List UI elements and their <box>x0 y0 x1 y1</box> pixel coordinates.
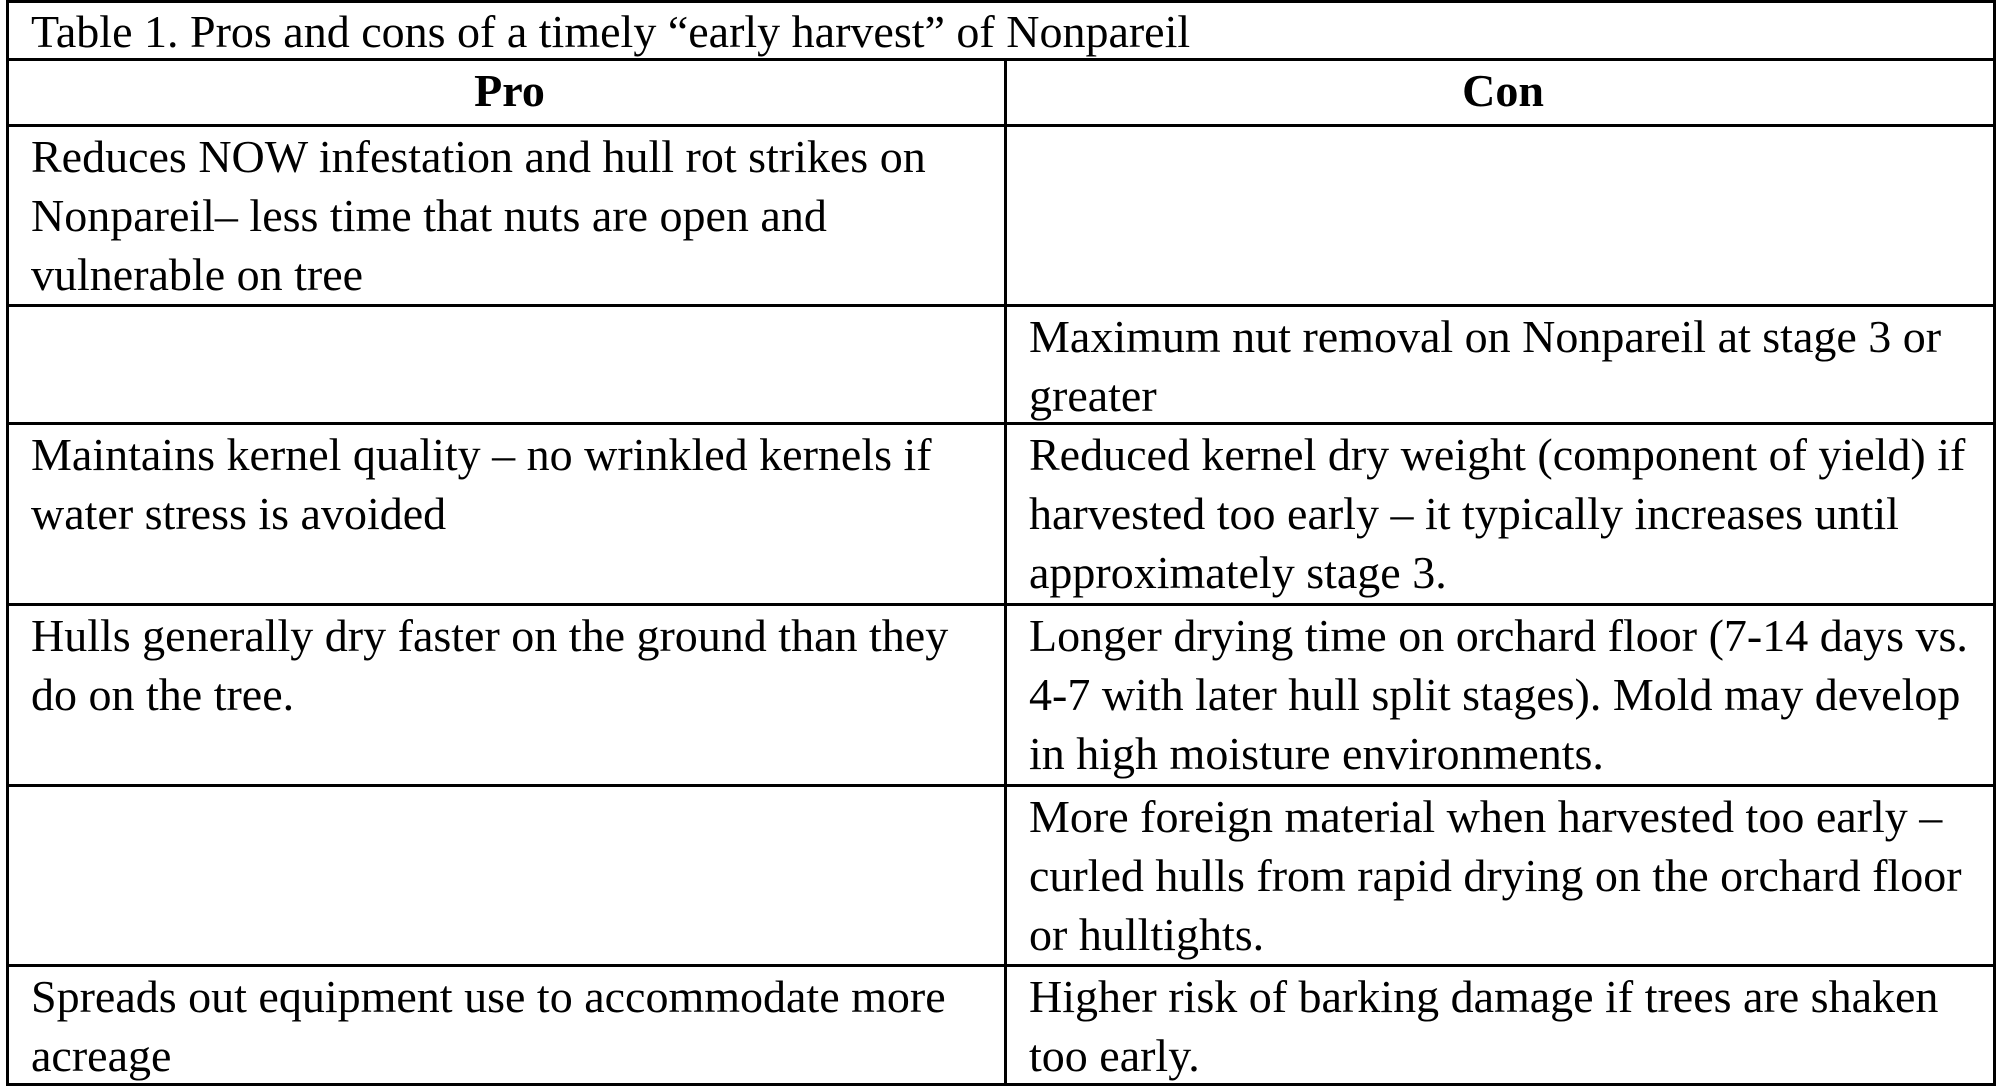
con-cell: Maximum nut removal on Nonpareil at stage 3 or greater <box>1029 311 1942 421</box>
con-cell: More foreign material when harvested too early – curled hulls from rapid drying on the orchard floor or hulltights. <box>1029 791 1962 960</box>
table-caption: Table 1. Pros and cons of a timely “early harvest” of Nonpareil <box>9 3 1993 61</box>
pros-cons-table <box>6 0 1996 1086</box>
con-cell <box>1007 127 1993 304</box>
pro-cell: Spreads out equipment use to accommodate more acreage <box>9 967 1007 1083</box>
table-row <box>9 425 1993 606</box>
table-row <box>9 307 1993 425</box>
con-cell: Longer drying time on orchard floor (7-14 days vs. 4-7 with later hull split stages). Mold may develop in high moisture environments. <box>1029 610 1968 779</box>
pro-cell <box>9 787 1007 964</box>
table-row <box>9 967 1993 1083</box>
table-row <box>9 787 1993 967</box>
table-row <box>9 606 1993 787</box>
table-header-row <box>9 61 1993 127</box>
table-row <box>9 127 1993 307</box>
con-cell: Reduced kernel dry weight (component of yield) if harvested too early – it typically increases until approximately stage 3. <box>1029 429 1966 598</box>
con-cell: Higher risk of barking damage if trees are shaken too early. <box>1029 971 1939 1081</box>
pro-cell <box>9 307 1007 422</box>
pro-cell: Reduces NOW infestation and hull rot strikes on Nonpareil– less time that nuts are open and vulnerable on tree <box>9 127 1007 304</box>
pro-cell: Maintains kernel quality – no wrinkled kernels if water stress is avoided <box>9 425 1007 603</box>
header-con: Con <box>1462 65 1544 116</box>
header-pro: Pro <box>9 61 1007 124</box>
pro-cell: Hulls generally dry faster on the ground than they do on the tree. <box>9 606 1007 784</box>
